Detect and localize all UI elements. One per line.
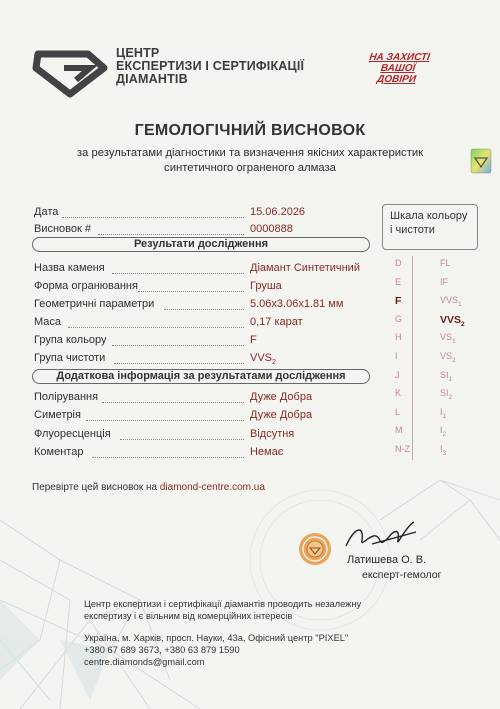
color-grade-value: F: [250, 334, 257, 346]
clarity-scale-item: $I_3$: [440, 444, 447, 457]
slogan-line3: ДОВІРИ: [376, 74, 417, 85]
color-scale-item: M: [395, 425, 403, 436]
dotted-leader: [86, 419, 244, 421]
color-scale-item: L: [395, 406, 401, 417]
clarity-grade-value: [250, 352, 276, 366]
clarity-scale-item: $I_2$: [440, 425, 447, 439]
slogan-line1: НА ЗАХИСТІ: [368, 52, 431, 63]
mass-value: 0,17 карат: [250, 316, 303, 328]
polish-label: Полірування: [34, 391, 99, 403]
dimensions-value: 5.06x3.06x1.81 мм: [250, 298, 344, 310]
color-scale-item: H: [395, 332, 402, 343]
clarity-scale-item: $VS_1$: [440, 332, 456, 346]
dotted-leader: [164, 308, 244, 310]
clarity-grade-label: Група чистоти: [34, 352, 106, 364]
independence-note: [84, 598, 414, 622]
dotted-leader: [102, 401, 244, 403]
clarity-scale-item: $VVS_1$: [440, 295, 462, 308]
verify-link[interactable]: diamond-centre.com.ua: [159, 482, 265, 493]
document-subtitle: [30, 146, 470, 176]
date-label: Дата: [34, 206, 59, 218]
polish-value: Дуже Добра: [250, 391, 313, 403]
slogan-line2: ВАШОЇ: [380, 63, 416, 74]
stone-name-value: Діамант Синтетичний: [250, 262, 360, 274]
org-name-line2: ЕКСПЕРТИЗИ І СЕРТИФІКАЦІЇ: [116, 59, 305, 73]
stone-name-label: Назва каменя: [34, 262, 105, 274]
org-name-line3: ДІАМАНТІВ: [116, 72, 188, 86]
symmetry-label: Симетрія: [34, 409, 81, 421]
color-scale-item: F: [395, 295, 402, 308]
cut-shape-value: Груша: [250, 280, 282, 292]
date-value: 15.06.2026: [250, 206, 306, 218]
scale-title-line2: і чистоти: [390, 224, 435, 236]
dimensions-label: Геометричні параметри: [34, 298, 155, 310]
org-name-line1: ЦЕНТР: [116, 46, 160, 60]
dotted-leader: [112, 272, 244, 274]
subtitle-line1: за результатами діагностики та визначення якісних характеристик: [76, 147, 424, 159]
footer-email[interactable]: centre.diamonds@gmail.com: [84, 657, 205, 667]
scale-divider: [412, 256, 413, 460]
clarity-scale-item: FL: [440, 258, 451, 268]
color-scale-item: E: [395, 276, 402, 287]
color-scale-item: D: [395, 258, 402, 268]
clarity-scale-item: IF: [440, 276, 448, 287]
color-clarity-scale-header: [382, 204, 478, 250]
footer-address: Україна, м. Харків, просп. Науки, 43а, Офісний центр "PIXEL": [84, 633, 349, 643]
diamond-logo-icon: [30, 46, 108, 98]
dotted-leader: [62, 216, 244, 218]
expert-role: експерт-гемолог: [362, 569, 442, 581]
clarity-scale-item: $SI_2$: [440, 388, 453, 401]
footer-line1: Центр експертизи і сертифікації діамантів проводить незалежну: [84, 599, 362, 609]
dotted-leader: [98, 233, 244, 235]
mass-label: Маса: [34, 316, 62, 328]
fluorescence-value: Відсутня: [250, 428, 295, 440]
verify-text: Перевірте цей висновок на: [32, 482, 158, 493]
document-title: ГЕМОЛОГІЧНИЙ ВИСНОВОК: [134, 122, 366, 139]
organization-name: [116, 47, 304, 86]
expert-signature: [342, 518, 420, 554]
dotted-leader: [114, 362, 244, 364]
clarity-grade-sub: 2: [272, 359, 276, 367]
dotted-leader: [92, 456, 244, 458]
symmetry-value: Дуже Добра: [250, 409, 313, 421]
scale-title-line1: Шкала кольору: [390, 210, 468, 222]
expert-name: Латишева О. В.: [347, 554, 427, 566]
certificate-number-label: Висновок #: [34, 223, 91, 235]
fluorescence-label: Флуоресценція: [34, 428, 111, 440]
contact-info: [84, 632, 414, 668]
results-heading: Результати дослідження: [32, 237, 370, 252]
clarity-scale-item: $I_1$: [440, 406, 447, 420]
footer-phones: +380 67 689 3673, +380 63 879 1590: [84, 645, 240, 655]
verify-note: [32, 482, 265, 493]
color-scale-item: J: [395, 369, 400, 380]
color-scale-item: K: [395, 388, 402, 399]
clarity-grade-text: VVS: [250, 352, 273, 364]
clarity-scale-item: $VS_2$: [440, 351, 456, 364]
color-scale-item: I: [395, 351, 398, 361]
footer-line2: експертизу і є вільним від комерційних інтересів: [84, 611, 293, 621]
comment-label: Коментар: [34, 446, 84, 458]
hologram-sticker-icon: [470, 148, 492, 174]
cut-shape-label: Форма огранювання: [34, 280, 138, 292]
color-scale-item: G: [395, 313, 403, 324]
dotted-leader: [120, 438, 244, 440]
certificate-number-value: 0000888: [250, 223, 293, 235]
subtitle-line2: синтетичного ограненого алмаза: [164, 162, 336, 174]
dotted-leader: [112, 344, 244, 346]
dotted-leader: [138, 290, 244, 292]
color-grade-label: Група кольору: [34, 334, 107, 346]
comment-value: Немає: [250, 446, 284, 458]
additional-heading: Додаткова інформація за результатами дослідження: [32, 369, 370, 384]
dotted-leader: [68, 326, 244, 328]
company-seal-icon: [298, 532, 332, 566]
color-scale-item: N-Z: [395, 444, 410, 454]
clarity-scale-item: $SI_1$: [440, 369, 453, 383]
slogan: [355, 52, 442, 85]
clarity-scale-item: $VVS_2$: [440, 313, 465, 328]
